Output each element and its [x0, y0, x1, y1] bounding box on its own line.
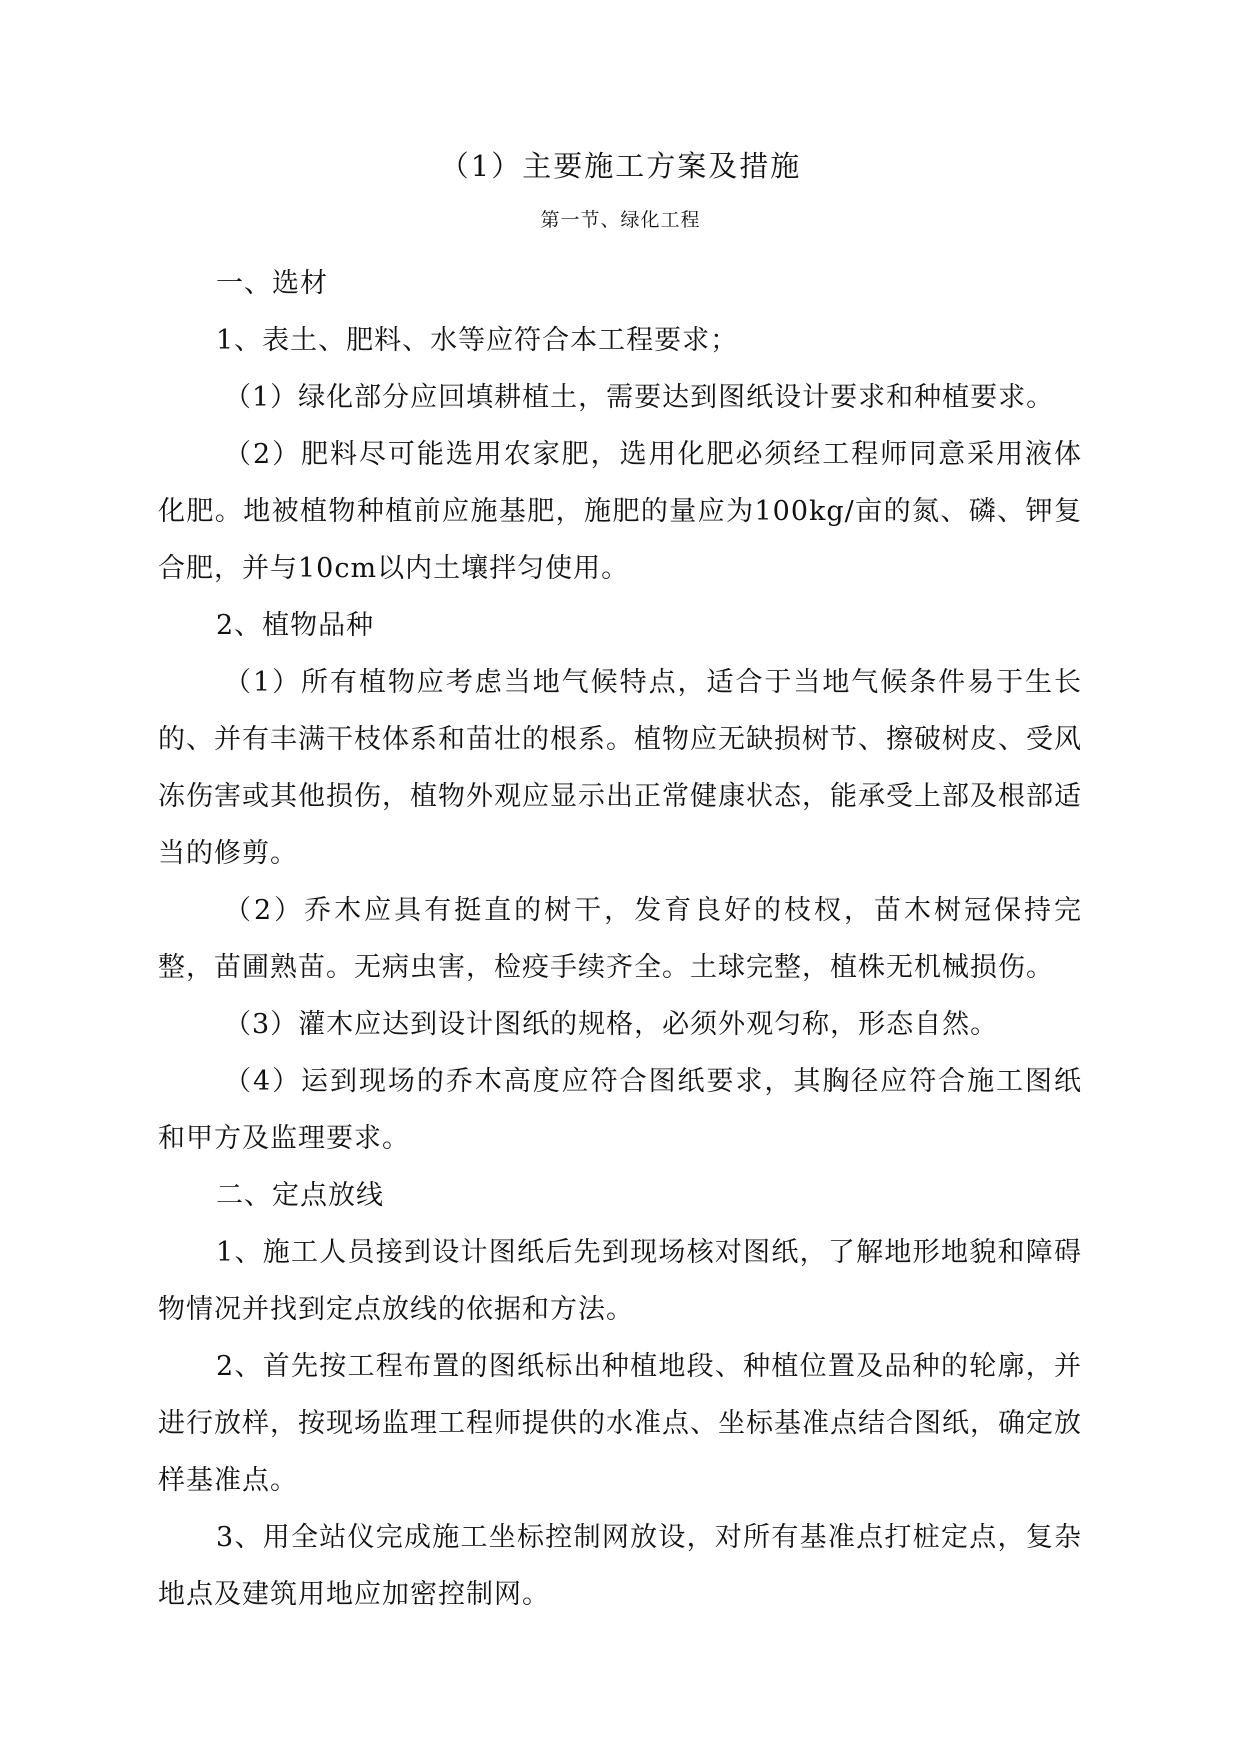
paragraph-item: 3、用全站仪完成施工坐标控制网放设，对所有基准点打桩定点，复杂地点及建筑用地应加密控制网。 — [158, 1522, 1082, 1610]
document-body — [158, 255, 1082, 1623]
paragraph-item: 2、首先按工程布置的图纸标出种植地段、种植位置及品种的轮廓，并进行放样，按现场监理工程师提供的水准点、坐标基准点结合图纸，确定放样基准点。 — [158, 1351, 1082, 1496]
heading-staking: 二、定点放线 — [216, 1180, 384, 1211]
paragraph-item: 1、施工人员接到设计图纸后先到现场核对图纸，了解地形地貌和障碍物情况并找到定点放线的依据和方法。 — [158, 1237, 1082, 1325]
paragraph-item: 1、表土、肥料、水等应符合本工程要求； — [216, 325, 739, 356]
section-subtitle: 第一节、绿化工程 — [540, 209, 701, 231]
paragraph-item: （4）运到现场的乔木高度应符合图纸要求，其胸径应符合施工图纸和甲方及监理要求。 — [158, 1066, 1082, 1154]
document-title: （1）主要施工方案及措施 — [439, 149, 802, 183]
paragraph-item: （3）灌木应达到设计图纸的规格，必须外观匀称，形态自然。 — [224, 1009, 999, 1040]
paragraph-item: （2）肥料尽可能选用农家肥，选用化肥必须经工程师同意采用液体化肥。地被植物种植前应施基肥，施肥的量应为100kg/亩的氮、磷、钾复合肥，并与10cm以内土壤拌匀使用。 — [158, 439, 1082, 584]
heading-selection: 一、选材 — [216, 268, 328, 299]
paragraph-item: （1）所有植物应考虑当地气候特点，适合于当地气候条件易于生长的、并有丰满干枝体系和苗壮的根系。植物应无缺损树节、擦破树皮、受风冻伤害或其他损伤，植物外观应显示出正常健康状态，能承受上部及根部适当的修剪。 — [158, 667, 1082, 869]
paragraph-item: （1）绿化部分应回填耕植土，需要达到图纸设计要求和种植要求。 — [224, 382, 1055, 413]
paragraph-item: 2、植物品种 — [216, 610, 375, 641]
paragraph-item: （2）乔木应具有挺直的树干，发育良好的枝杈，苗木树冠保持完整，苗圃熟苗。无病虫害，检疫手续齐全。土球完整，植株无机械损伤。 — [158, 895, 1082, 983]
